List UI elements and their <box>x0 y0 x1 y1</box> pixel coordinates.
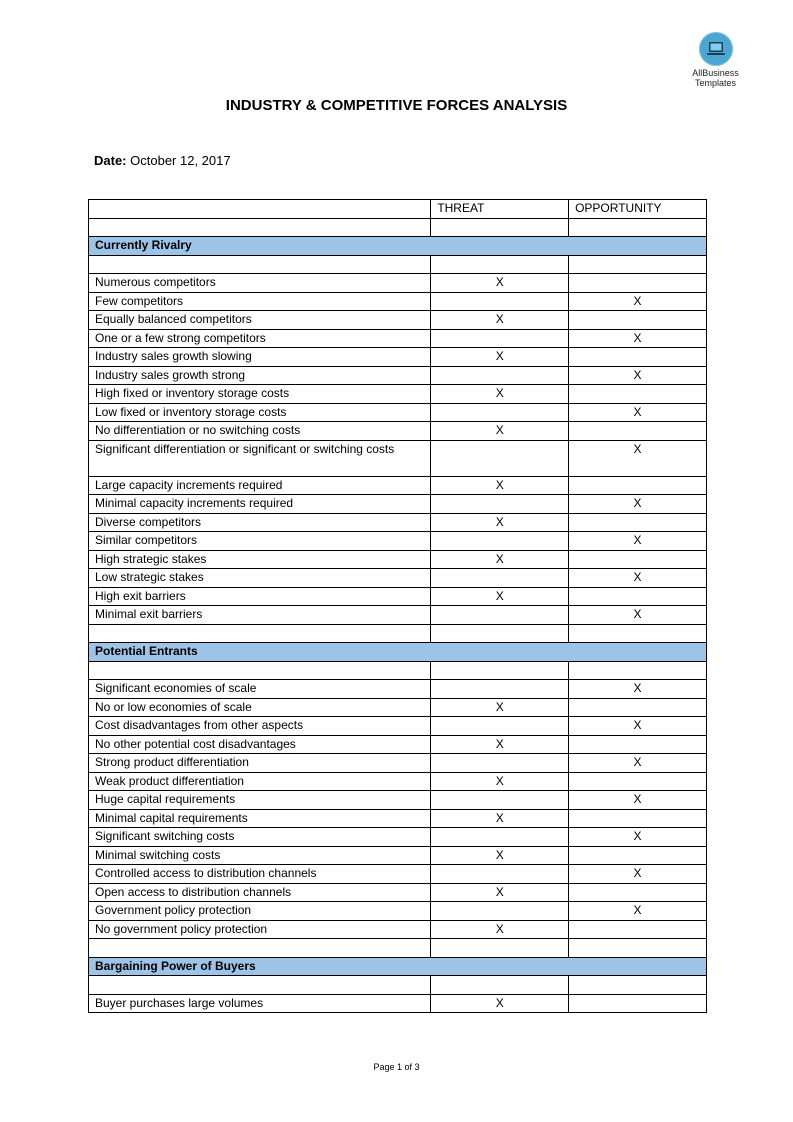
threat-mark <box>431 495 569 514</box>
table-row <box>89 403 707 422</box>
factor-label: Buyer purchases large volumes <box>89 994 431 1013</box>
blank-cell <box>89 661 431 680</box>
table-row <box>89 292 707 311</box>
header-factor <box>89 200 431 219</box>
factor-label: Few competitors <box>89 292 431 311</box>
date-value: October 12, 2017 <box>130 153 231 168</box>
opportunity-mark: X <box>569 865 707 884</box>
factor-label: Minimal capital requirements <box>89 809 431 828</box>
threat-mark <box>431 606 569 625</box>
table-row <box>89 828 707 847</box>
threat-mark: X <box>431 385 569 404</box>
table-row <box>89 550 707 569</box>
table-row <box>89 754 707 773</box>
factor-label: High strategic stakes <box>89 550 431 569</box>
opportunity-mark: X <box>569 403 707 422</box>
logo-text-line1: AllBusiness <box>692 68 739 78</box>
factor-label: Equally balanced competitors <box>89 311 431 330</box>
factor-label: Minimal switching costs <box>89 846 431 865</box>
factor-label: Weak product differentiation <box>89 772 431 791</box>
threat-mark <box>431 440 569 476</box>
section-header-row <box>89 957 707 976</box>
table-row <box>89 569 707 588</box>
factor-label: Industry sales growth strong <box>89 366 431 385</box>
table-row <box>89 274 707 293</box>
threat-mark <box>431 717 569 736</box>
factor-label: High exit barriers <box>89 587 431 606</box>
blank-cell <box>569 255 707 274</box>
blank-cell <box>569 976 707 995</box>
opportunity-mark: X <box>569 680 707 699</box>
factor-label: Large capacity increments required <box>89 476 431 495</box>
opportunity-mark <box>569 994 707 1013</box>
table-row <box>89 809 707 828</box>
threat-mark: X <box>431 550 569 569</box>
threat-mark: X <box>431 274 569 293</box>
opportunity-mark: X <box>569 569 707 588</box>
blank-cell <box>89 218 431 237</box>
analysis-table <box>88 199 707 1013</box>
opportunity-mark <box>569 587 707 606</box>
factor-label: Numerous competitors <box>89 274 431 293</box>
table-row <box>89 735 707 754</box>
table-header-row <box>89 200 707 219</box>
table-row <box>89 348 707 367</box>
table-row <box>89 513 707 532</box>
threat-mark <box>431 865 569 884</box>
threat-mark <box>431 366 569 385</box>
opportunity-mark: X <box>569 791 707 810</box>
opportunity-mark: X <box>569 329 707 348</box>
blank-cell <box>89 255 431 274</box>
blank-row <box>89 661 707 680</box>
threat-mark: X <box>431 920 569 939</box>
threat-mark: X <box>431 809 569 828</box>
opportunity-mark <box>569 550 707 569</box>
opportunity-mark <box>569 385 707 404</box>
factor-label: Huge capital requirements <box>89 791 431 810</box>
page-title: INDUSTRY & COMPETITIVE FORCES ANALYSIS <box>225 97 568 114</box>
blank-cell <box>569 218 707 237</box>
page-footer: Page 1 of 3 <box>373 1062 420 1072</box>
opportunity-mark <box>569 846 707 865</box>
factor-label: Open access to distribution channels <box>89 883 431 902</box>
factor-label: Controlled access to distribution channels <box>89 865 431 884</box>
table-row <box>89 680 707 699</box>
table-row <box>89 329 707 348</box>
threat-mark <box>431 902 569 921</box>
table-row <box>89 440 707 476</box>
factor-label: Significant switching costs <box>89 828 431 847</box>
blank-cell <box>431 939 569 958</box>
factor-label: Industry sales growth slowing <box>89 348 431 367</box>
threat-mark <box>431 569 569 588</box>
threat-mark <box>431 791 569 810</box>
table-row <box>89 476 707 495</box>
opportunity-mark: X <box>569 495 707 514</box>
opportunity-mark: X <box>569 532 707 551</box>
table-row <box>89 532 707 551</box>
blank-row <box>89 976 707 995</box>
blank-row <box>89 218 707 237</box>
blank-row <box>89 255 707 274</box>
table-row <box>89 791 707 810</box>
blank-cell <box>89 976 431 995</box>
opportunity-mark <box>569 348 707 367</box>
logo-text-line2: Templates <box>694 78 737 88</box>
opportunity-mark: X <box>569 754 707 773</box>
opportunity-mark <box>569 809 707 828</box>
threat-mark: X <box>431 311 569 330</box>
opportunity-mark: X <box>569 366 707 385</box>
opportunity-mark <box>569 735 707 754</box>
blank-cell <box>431 661 569 680</box>
section-title: Bargaining Power of Buyers <box>89 957 707 976</box>
threat-mark: X <box>431 735 569 754</box>
opportunity-mark <box>569 883 707 902</box>
blank-cell <box>431 976 569 995</box>
threat-mark <box>431 403 569 422</box>
factor-label: No differentiation or no switching costs <box>89 422 431 441</box>
opportunity-mark <box>569 422 707 441</box>
opportunity-mark <box>569 274 707 293</box>
laptop-icon <box>699 32 733 66</box>
opportunity-mark: X <box>569 717 707 736</box>
table-row <box>89 366 707 385</box>
company-logo <box>688 32 743 88</box>
blank-row <box>89 624 707 643</box>
opportunity-mark: X <box>569 828 707 847</box>
table-row <box>89 902 707 921</box>
threat-mark: X <box>431 587 569 606</box>
table-body <box>89 218 707 1013</box>
factor-label: No or low economies of scale <box>89 698 431 717</box>
factor-label: Similar competitors <box>89 532 431 551</box>
opportunity-mark <box>569 698 707 717</box>
opportunity-mark <box>569 476 707 495</box>
opportunity-mark <box>569 311 707 330</box>
table-row <box>89 717 707 736</box>
threat-mark <box>431 329 569 348</box>
table-row <box>89 311 707 330</box>
factor-label: No government policy protection <box>89 920 431 939</box>
header-threat: THREAT <box>431 200 569 219</box>
threat-mark: X <box>431 698 569 717</box>
factor-label: Diverse competitors <box>89 513 431 532</box>
threat-mark: X <box>431 513 569 532</box>
date-line <box>94 153 231 168</box>
threat-mark: X <box>431 846 569 865</box>
factor-label: Low strategic stakes <box>89 569 431 588</box>
table-row <box>89 587 707 606</box>
factor-label: Government policy protection <box>89 902 431 921</box>
blank-cell <box>569 939 707 958</box>
table-row <box>89 495 707 514</box>
blank-cell <box>569 624 707 643</box>
opportunity-mark: X <box>569 440 707 476</box>
opportunity-mark <box>569 772 707 791</box>
factor-label: Minimal exit barriers <box>89 606 431 625</box>
opportunity-mark <box>569 513 707 532</box>
table-row <box>89 883 707 902</box>
date-label: Date: <box>94 153 127 168</box>
blank-cell <box>431 218 569 237</box>
table-row <box>89 846 707 865</box>
threat-mark: X <box>431 476 569 495</box>
table-row <box>89 920 707 939</box>
threat-mark: X <box>431 994 569 1013</box>
threat-mark <box>431 532 569 551</box>
threat-mark <box>431 754 569 773</box>
opportunity-mark <box>569 920 707 939</box>
blank-row <box>89 939 707 958</box>
opportunity-mark: X <box>569 902 707 921</box>
factor-label: High fixed or inventory storage costs <box>89 385 431 404</box>
factor-label: One or a few strong competitors <box>89 329 431 348</box>
opportunity-mark: X <box>569 292 707 311</box>
factor-label: Minimal capacity increments required <box>89 495 431 514</box>
table-row <box>89 772 707 791</box>
header-opportunity: OPPORTUNITY <box>569 200 707 219</box>
table-row <box>89 865 707 884</box>
factor-label: Low fixed or inventory storage costs <box>89 403 431 422</box>
section-header-row <box>89 237 707 256</box>
section-title: Currently Rivalry <box>89 237 707 256</box>
threat-mark: X <box>431 883 569 902</box>
table-row <box>89 606 707 625</box>
opportunity-mark: X <box>569 606 707 625</box>
threat-mark: X <box>431 772 569 791</box>
factor-label: Strong product differentiation <box>89 754 431 773</box>
threat-mark: X <box>431 422 569 441</box>
table-row <box>89 698 707 717</box>
factor-label: Significant economies of scale <box>89 680 431 699</box>
table-row <box>89 994 707 1013</box>
threat-mark <box>431 680 569 699</box>
threat-mark: X <box>431 348 569 367</box>
blank-cell <box>431 624 569 643</box>
factor-label: No other potential cost disadvantages <box>89 735 431 754</box>
threat-mark <box>431 292 569 311</box>
table-row <box>89 422 707 441</box>
threat-mark <box>431 828 569 847</box>
section-title: Potential Entrants <box>89 643 707 662</box>
blank-cell <box>89 624 431 643</box>
table-row <box>89 385 707 404</box>
section-header-row <box>89 643 707 662</box>
factor-label: Significant differentiation or significant or switching costs <box>89 440 431 476</box>
blank-cell <box>89 939 431 958</box>
blank-cell <box>569 661 707 680</box>
blank-cell <box>431 255 569 274</box>
factor-label: Cost disadvantages from other aspects <box>89 717 431 736</box>
